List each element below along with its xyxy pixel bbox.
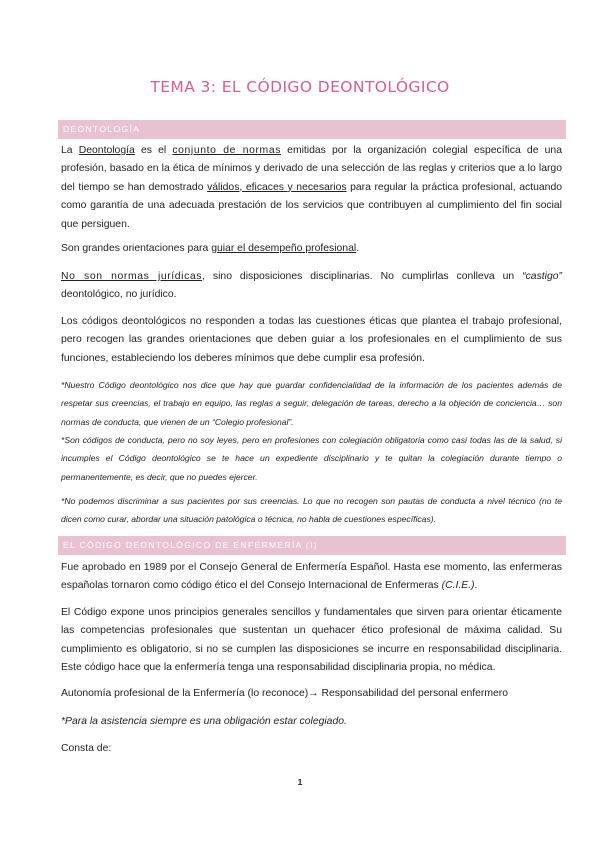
note-confidencialidad: *Nuestro Código deontológico nos dice que hay que guardar confidencialidad de la información de los pacientes además de respetar sus creencias, el trabajo en equipo, las reglas a seguir, delegación de tareas, derecho a la objeción de conciencia… son normas de conducta, que vienen de un “Colegio profesional”. [61,380,562,427]
note-codigos-conducta: *Son códigos de conducta, pero no soy leyes, pero en profesiones con colegiación obligatoria como casi todas las de la salud, si incumples el Código deontológico se te hace un expediente disciplinario y te quitan la colegiación durante tiempo o permanentemente, es decir, que no puedes ejercer. [61,435,562,482]
text-segment: Fue aprobado en 1989 por el Consejo General de Enfermería Español. Hasta ese momento, las enfermeras españolas tornaron como código ético el del Consejo Internacional de Enfermeras [61,562,562,592]
text-segment: La [61,145,79,156]
paragraph-autonomia: Autonomía profesional de la Enfermería (lo reconoce)→ Responsabilidad del personal enfermero [61,688,509,699]
page-title: TEMA 3: EL CÓDIGO DEONTOLÓGICO [150,78,450,96]
paragraph-definition [61,142,562,234]
page-number: 1 [297,777,303,787]
paragraph-consta-de: Consta de: [61,743,112,754]
underlined-guiar-desempeno: guiar el desempeño profesional [211,243,357,254]
paragraph-no-juridicas [61,268,562,305]
paragraph-aprobado-1989 [61,559,562,596]
text-segment: para regular la práctica profesional, actuando como garantía de una adecuada prestación de los servicios que contribuyen al cumplimiento del fin social que persiguen. [61,181,563,230]
text-segment: . [356,243,360,254]
text-segment: es el [134,145,173,156]
section-header-deontologia: DEONTOLOGÍA [58,120,566,139]
quoted-castigo: “castigo” [522,271,562,282]
underlined-no-son-normas: No son normas jurídicas [61,271,203,282]
term-deontologia: Deontología [78,145,135,156]
text-segment: , sino disposiciones disciplinarias. No cumplirlas conlleva un [202,271,523,282]
abbr-cie: (C.I.E.) [441,580,475,592]
paragraph-orientaciones [61,240,562,258]
paragraph-principios: El Código expone unos principios generales sencillos y fundamentales que sirven para orientar éticamente las competencias profesionales que sustentan un quehacer ético profesional de máxima calidad. Su cumplimiento es obligatorio, si no se cumplen las disposiciones se incurre en responsabilidad disciplinaria. Este código hace que la enfermería tenga una responsabilidad disciplinaria propia, no médica. [61,607,562,674]
text-segment: . [474,580,478,592]
section-header-codigo-enfermeria: EL CÓDIGO DEONTOLÓGICO DE ENFERMERÍA (I) [58,536,566,555]
text-segment: deontológico, no jurídico. [61,289,177,301]
text-segment: emitidas por la organización colegial específica de una profesión, basado en la ética de mínimos y derivado de una selección de las reglas y criterios que a lo largo del tiempo se han demostrado [61,145,562,193]
note-discriminar: *No podemos discriminar a sus pacientes por sus creencias. Lo que no recogen son pautas de conducta a nivel técnico (no te dicen como curar, abordar una situación patológica o técnica, no habla de cuestiones específicas). [61,496,562,525]
underlined-validos-eficaces: válidos, eficaces y necesarios [207,181,347,193]
note-colegiado: *Para la asistencia siempre es una obligación estar colegiado. [61,716,347,727]
paragraph-codigos: Los códigos deontológicos no responden a todas las cuestiones éticas que plantea el trabajo profesional, pero recogen las grandes orientaciones que deben guiar a los profesionales en el cumplimiento de sus funciones, estableciendo los deberes mínimos que debe cumplir esa profesión. [61,316,562,364]
text-segment: Son grandes orientaciones para [61,243,212,254]
underlined-conjunto-de-normas: conjunto de normas [172,145,281,156]
